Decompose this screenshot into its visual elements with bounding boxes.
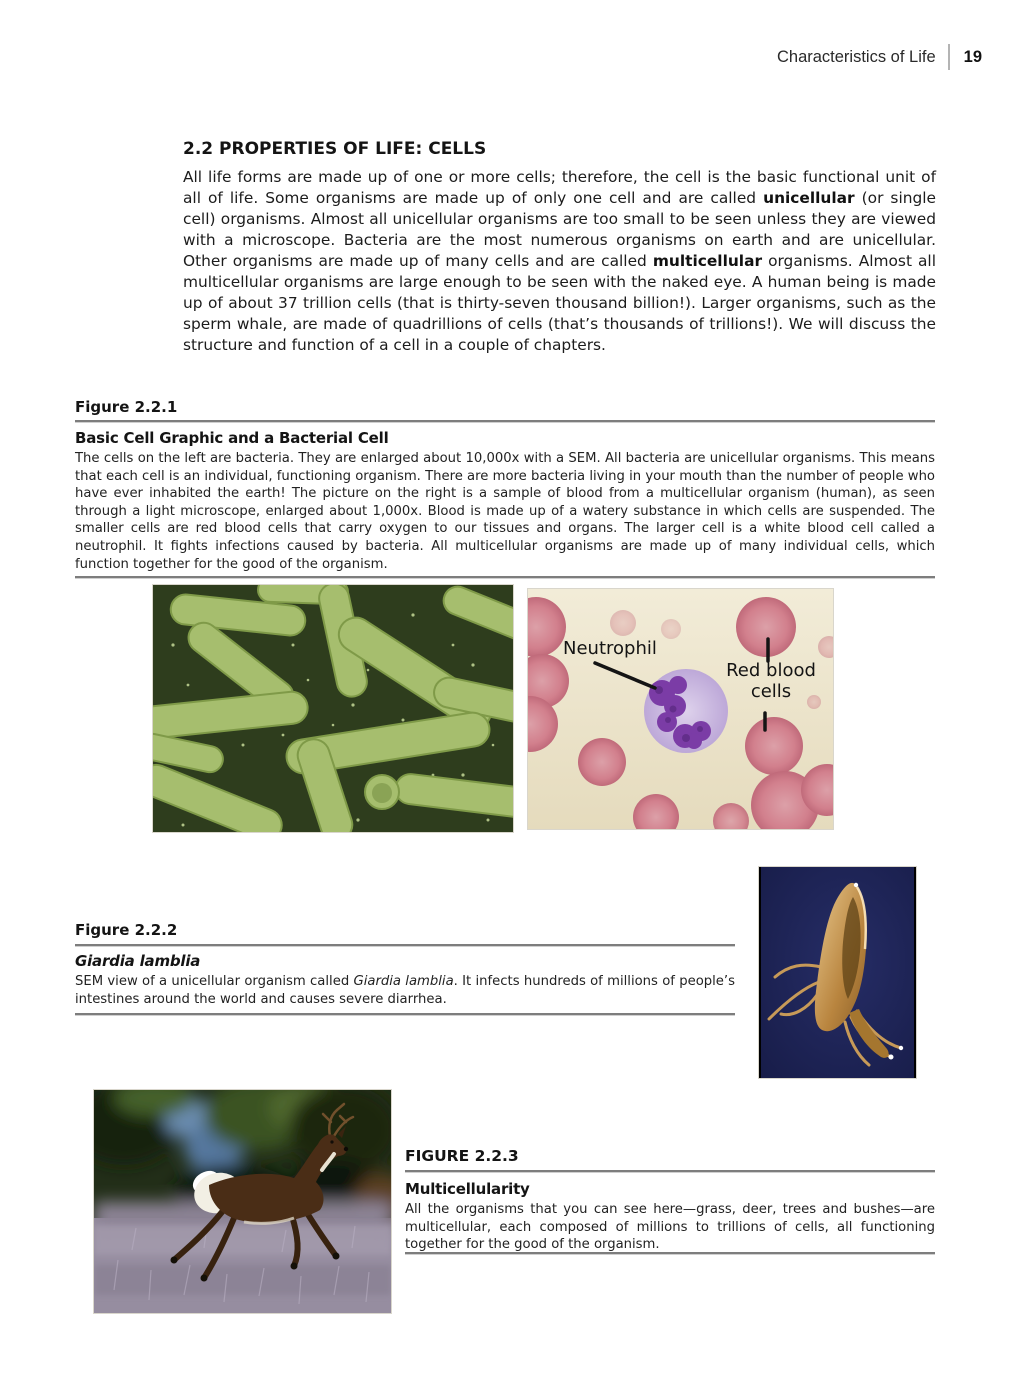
rule [75,576,935,579]
body-paragraph [183,167,936,356]
giardia-sem-graphic [759,867,916,1078]
blood-smear-graphic [528,589,833,829]
neutrophil-label: Neutrophil [563,638,657,659]
rule [75,420,935,423]
figure-221-caption: The cells on the left are bacteria. They are enlarged about 10,000x with a SEM. All bacteria are unicellular organisms. This means that each cell is an individual, functioning organism. There are more bacteria living in your mouth than the number of people who have ever inhabited the earth! The picture on the right is a sample of blood from a multicellular organism (human), as seen through a light microscope, enlarged about 1,000x. Blood is made up of a watery substance in which cells are suspended. The smaller cells are red blood cells that carry oxygen to our tissues and organs. The larger cell is a white blood cell called a neutrophil. It fights infections caused by bacteria. All multicellular organisms are made up of many individual cells, which function together for the good of the organism. [75,451,935,572]
caption-species-name: Giardia lamblia [353,974,454,989]
deer-photo-image [93,1089,392,1314]
giardia-sem-image [758,866,917,1079]
header-divider [948,44,950,70]
page-number: 19 [963,47,982,66]
figure-223-caption: All the organisms that you can see here—grass, deer, trees and bushes—are multicellular, each composed of millions to trillions of cells, all functioning together for the good of the organism. [405,1202,935,1253]
caption-text: SEM view of a unicellular organism called [75,974,354,989]
caption-text: . It infects hundreds of millions of people’s intestines around the world and causes severe diarrhea. [75,974,735,1007]
rule [405,1170,935,1173]
rule [405,1252,935,1255]
figure-223-label: FIGURE 2.2.3 [405,1147,519,1165]
deer-photo-graphic [94,1090,391,1313]
section-heading: 2.2 PROPERTIES OF LIFE: CELLS [183,139,487,159]
rule [75,1013,735,1016]
keyword-unicellular: unicellular [763,189,855,207]
figure-222-caption [75,973,735,1008]
figure-222-label: Figure 2.2.2 [75,921,178,939]
rule [75,944,735,947]
running-title: Characteristics of Life [776,47,936,66]
blood-smear-frame [527,588,834,830]
page-header [777,44,982,70]
red-blood-cells-label: Red blood cells [726,660,816,702]
bacteria-sem-graphic [153,585,513,832]
figure-223-title: Multicellularity [405,1180,530,1198]
figure-221-label: Figure 2.2.1 [75,398,178,416]
figure-221-title: Basic Cell Graphic and a Bacterial Cell [75,429,389,447]
bacteria-sem-image [152,584,514,833]
keyword-multicellular: multicellular [652,252,763,270]
figure-222-title: Giardia lamblia [75,952,201,970]
paragraph-text: organisms. Almost all multicellular organisms are large enough to be seen with the naked eye. A human being is made up of about 37 trillion cells (that is thirty-seven thousand billion!). Larger organisms, such as the sperm whale, are made of quadrillions of cells (that’s thousands of trillions!). We will discuss the structure and function of a cell in a couple of chapters. [183,252,936,354]
paragraph-text: All life forms are made up of one or more cells; therefore, the cell is the basic functional unit of all of life. Some organisms are made up of only one cell and are called [183,168,936,207]
paragraph-text: (or single cell) organisms. Almost all unicellular organisms are too small to be seen unless they are viewed with a microscope. Bacteria are the most numerous organisms on earth and are unicellular. Other organisms are made up of many cells and are called [183,189,936,270]
